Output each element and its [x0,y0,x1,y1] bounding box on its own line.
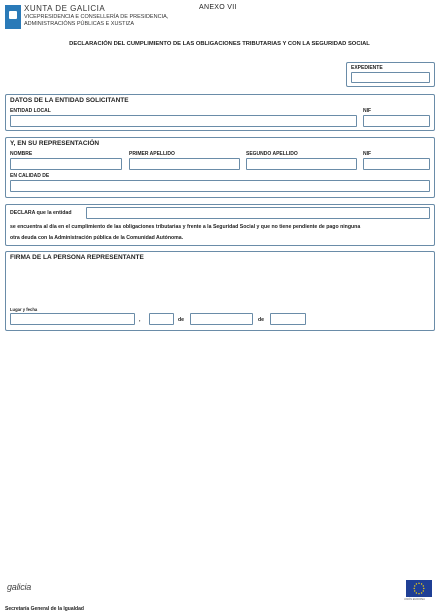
entity-local-input[interactable] [10,115,357,127]
org-line-2: ADMINISTRACIÓNS PÚBLICAS E XUSTIZA [24,20,135,27]
annex-label: ANEXO VII [199,4,237,11]
xunta-logo-icon [5,5,21,29]
expediente-label: EXPEDIENTE [351,65,383,71]
second-surname-label: SEGUNDO APELLIDO [246,151,298,157]
eu-stars-icon [406,580,432,597]
capacity-label: EN CALIDAD DE [10,173,50,179]
document-title: DECLARACIÓN DEL CUMPLIMIENTO DE LAS OBLIGACIONES TRIBUTARIAS Y CON LA SEGURIDAD SOCIAL [69,41,370,47]
signature-heading: FIRMA DE LA PERSONA REPRESENTANTE [10,254,144,261]
eu-flag-icon [406,580,432,597]
representative-heading: Y, EN SU REPRESENTACIÓN [10,140,100,147]
date-de-2: de [258,317,265,323]
declaration-text-line-1: se encuentra al día en el cumplimiento de las obligaciones tributarias y frente a la Seguridad Social y que no tiene pendiente de pago ninguna [10,224,361,230]
eu-caption: UNIÓN EUROPEA [404,598,425,601]
entity-nif-label: NIF [363,108,372,114]
name-label: NOMBRE [10,151,33,157]
first-surname-label: PRIMER APELLIDO [129,151,175,157]
second-surname-input[interactable] [246,158,357,170]
first-surname-input[interactable] [129,158,240,170]
representative-nif-input[interactable] [363,158,430,170]
name-input[interactable] [10,158,122,170]
entity-nif-input[interactable] [363,115,430,127]
declaration-entity-input[interactable] [86,207,430,219]
representative-nif-label: NIF [363,151,372,157]
month-input[interactable] [190,313,253,325]
year-input[interactable] [270,313,306,325]
place-input[interactable] [10,313,135,325]
org-name: XUNTA DE GALICIA [24,4,106,13]
date-comma: , [139,317,141,323]
footer-department: Secretaría General de la Igualdad [5,606,84,612]
expediente-input[interactable] [351,72,430,83]
org-department [24,14,168,27]
place-date-label: Lugar y fecha [10,307,38,312]
galicia-logo: galicia [7,582,32,592]
org-line-1: VICEPRESIDENCIA E CONSELLERÍA DE PRESIDENCIA, [24,14,169,20]
capacity-input[interactable] [10,180,430,192]
declaration-lead: DECLARA que la entidad [10,210,72,216]
entity-local-label: ENTIDAD LOCAL [10,108,51,114]
entity-heading: DATOS DE LA ENTIDAD SOLICITANTE [10,97,129,104]
day-input[interactable] [149,313,174,325]
declaration-text-line-2: otra deuda con la Administración pública de la Comunidad Autónoma. [10,235,184,241]
date-de-1: de [178,317,185,323]
